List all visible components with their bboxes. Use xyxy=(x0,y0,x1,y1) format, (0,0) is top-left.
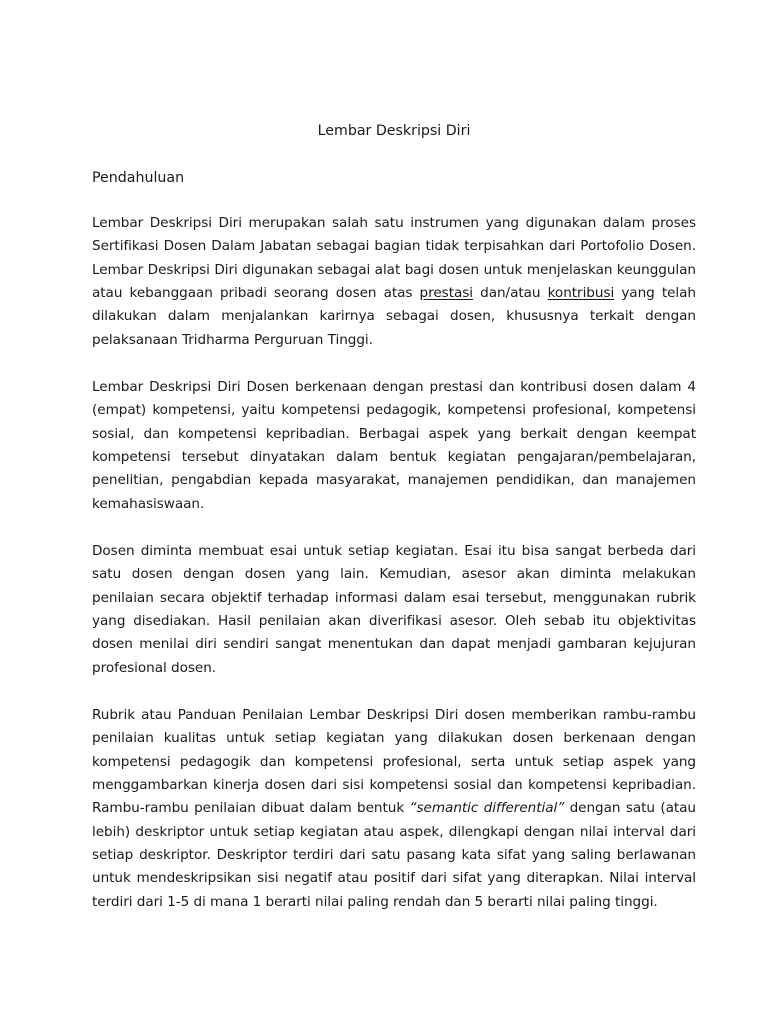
underlined-term-prestasi: prestasi xyxy=(419,285,474,302)
paragraph-4-text-a: Rubrik atau Panduan Penilaian Lembar Deskripsi Diri dosen memberikan rambu-rambu penilaian kualitas untuk setiap kegiatan yang dilakukan dosen berkenaan dengan kompetensi pedagogik dan kompetensi profesional, serta untuk setiap aspek yang menggambarkan kinerja dosen dari sisi kompetensi sosial dan kompetensi kepribadian. Rambu-rambu penilaian dibuat dalam bentuk xyxy=(92,707,696,817)
paragraph-4 xyxy=(92,704,696,914)
paragraph-3: Dosen diminta membuat esai untuk setiap kegiatan. Esai itu bisa sangat berbeda dari satu dosen dengan dosen yang lain. Kemudian, asesor akan diminta melakukan penilaian secara objektif terhadap informasi dalam esai tersebut, menggunakan rubrik yang disediakan. Hasil penilaian akan diverifikasi asesor. Oleh sebab itu objektivitas dosen menilai diri sendiri sangat menentukan dan dapat menjadi gambaran kejujuran profesional dosen. xyxy=(92,543,696,676)
paragraph-4-text-b: dengan satu (atau lebih) deskriptor untuk setiap kegiatan atau aspek, dilengkapi dengan nilai interval dari setiap deskriptor. Deskriptor terdiri dari satu pasang kata sifat yang saling berlawanan untuk mendeskripsikan sisi negatif atau positif dari sifat yang diterapkan. Nilai interval terdiri dari 1-5 di mana 1 berarti nilai paling rendah dan 5 berarti nilai paling tinggi. xyxy=(92,800,696,910)
section-heading-pendahuluan: Pendahuluan xyxy=(92,170,185,186)
paragraph-1 xyxy=(92,212,696,352)
italic-term-semantic-differential: “semantic differential” xyxy=(409,800,565,817)
paragraph-1-text-b: dan/atau xyxy=(473,285,548,302)
document-title: Lembar Deskripsi Diri xyxy=(317,123,471,139)
paragraph-1-text-c: yang telah dilakukan dalam menjalankan karirnya sebagai dosen, khususnya terkait dengan pelaksanaan Tridharma Perguruan Tinggi. xyxy=(92,285,696,348)
paragraph-2: Lembar Deskripsi Diri Dosen berkenaan dengan prestasi dan kontribusi dosen dalam 4 (empat) kompetensi, yaitu kompetensi pedagogik, kompetensi profesional, kompetensi sosial, dan kompetensi kepribadian. Berbagai aspek yang berkait dengan keempat kompetensi tersebut dinyatakan dalam bentuk kegiatan pengajaran/pembelajaran, penelitian, pengabdian kepada masyarakat, manajemen pendidikan, dan manajemen kemahasiswaan. xyxy=(92,379,696,512)
underlined-term-kontribusi: kontribusi xyxy=(547,285,615,302)
paragraph-1-text-a: Lembar Deskripsi Diri merupakan salah satu instrumen yang digunakan dalam proses Sertifikasi Dosen Dalam Jabatan sebagai bagian tidak terpisahkan dari Portofolio Dosen. Lembar Deskripsi Diri digunakan sebagai alat bagi dosen untuk menjelaskan keunggulan atau kebanggaan pribadi seorang dosen atas xyxy=(92,215,696,302)
